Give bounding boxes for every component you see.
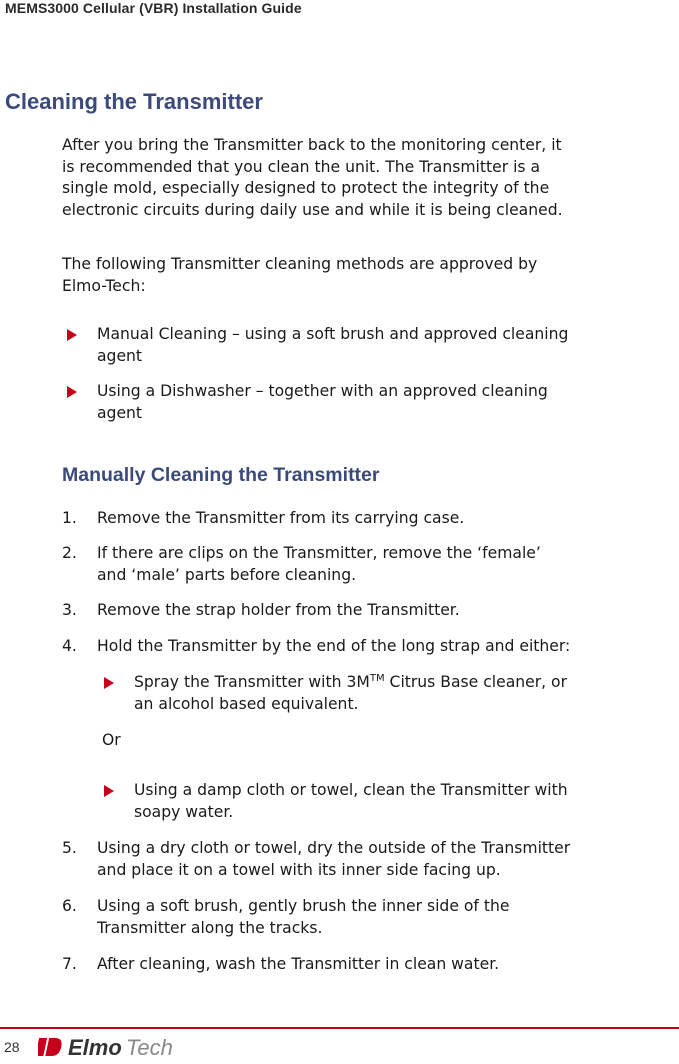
subsection-title: Manually Cleaning the Transmitter <box>62 464 380 486</box>
bullet-arrow-icon <box>67 386 77 398</box>
methods-intro-line: Elmo-Tech: <box>62 276 146 295</box>
step-text <box>97 543 677 586</box>
step-number: 7. <box>62 955 77 973</box>
running-header: MEMS3000 Cellular (VBR) Installation Guide <box>5 0 302 16</box>
step-number: 6. <box>62 897 77 915</box>
bullet-arrow-icon <box>104 677 114 689</box>
step-number: 3. <box>62 601 77 619</box>
logo-word-a: Elmo <box>68 1035 122 1060</box>
step-text: Hold the Transmitter by the end of the long strap and either: <box>97 637 571 655</box>
step-line: Using a dry cloth or towel, dry the outside of the Transmitter <box>97 839 571 857</box>
or-text: Or <box>102 731 121 749</box>
method-item <box>97 381 677 424</box>
step-number: 2. <box>62 544 77 562</box>
intro-paragraph <box>62 135 677 221</box>
bullet-arrow-icon <box>104 785 114 797</box>
spray-option <box>134 672 674 715</box>
cloth-line: Using a damp cloth or towel, clean the Transmitter with <box>134 781 568 799</box>
step-line: and ‘male’ parts before cleaning. <box>97 565 357 584</box>
section-title: Cleaning the Transmitter <box>5 89 263 114</box>
method-item <box>97 324 677 367</box>
method-line: agent <box>97 346 143 365</box>
step-number: 5. <box>62 839 77 857</box>
intro-line: single mold, especially designed to protect the integrity of the <box>62 179 550 197</box>
spray-line: an alcohol based equivalent. <box>134 694 359 713</box>
logo-word-b: Tech <box>126 1035 173 1060</box>
method-line: agent <box>97 403 143 422</box>
step-line: and place it on a towel with its inner side facing up. <box>97 860 501 879</box>
spray-text: Citrus Base cleaner, or <box>384 673 567 691</box>
cloth-line: soapy water. <box>134 802 234 821</box>
step-text <box>97 896 677 939</box>
step-line: Using a soft brush, gently brush the inner side of the <box>97 897 510 915</box>
spray-line <box>134 672 674 694</box>
trademark-sup: TM <box>369 672 385 684</box>
step-text: Remove the strap holder from the Transmitter. <box>97 601 460 619</box>
intro-line: electronic circuits during daily use and while it is being cleaned. <box>62 200 563 219</box>
cloth-option <box>134 780 674 823</box>
methods-intro-line: The following Transmitter cleaning methods are approved by <box>62 255 538 273</box>
elmotech-logo-icon <box>38 1034 188 1060</box>
method-line: Using a Dishwasher – together with an approved cleaning <box>97 382 548 400</box>
step-line: If there are clips on the Transmitter, remove the ‘female’ <box>97 544 541 562</box>
step-line: Transmitter along the tracks. <box>97 918 323 937</box>
step-text <box>97 838 677 881</box>
footer-rule <box>0 1027 679 1029</box>
page-number: 28 <box>4 1039 20 1055</box>
spray-text: Spray the Transmitter with 3M <box>134 673 370 691</box>
step-number: 1. <box>62 509 77 527</box>
bullet-arrow-icon <box>67 329 77 341</box>
methods-intro-paragraph <box>62 254 677 297</box>
step-text: After cleaning, wash the Transmitter in clean water. <box>97 955 500 973</box>
step-number: 4. <box>62 637 77 655</box>
intro-line: After you bring the Transmitter back to the monitoring center, it <box>62 136 562 154</box>
method-line: Manual Cleaning – using a soft brush and approved cleaning <box>97 325 569 343</box>
step-text: Remove the Transmitter from its carrying case. <box>97 509 465 527</box>
intro-line: is recommended that you clean the unit. The Transmitter is a <box>62 157 541 176</box>
